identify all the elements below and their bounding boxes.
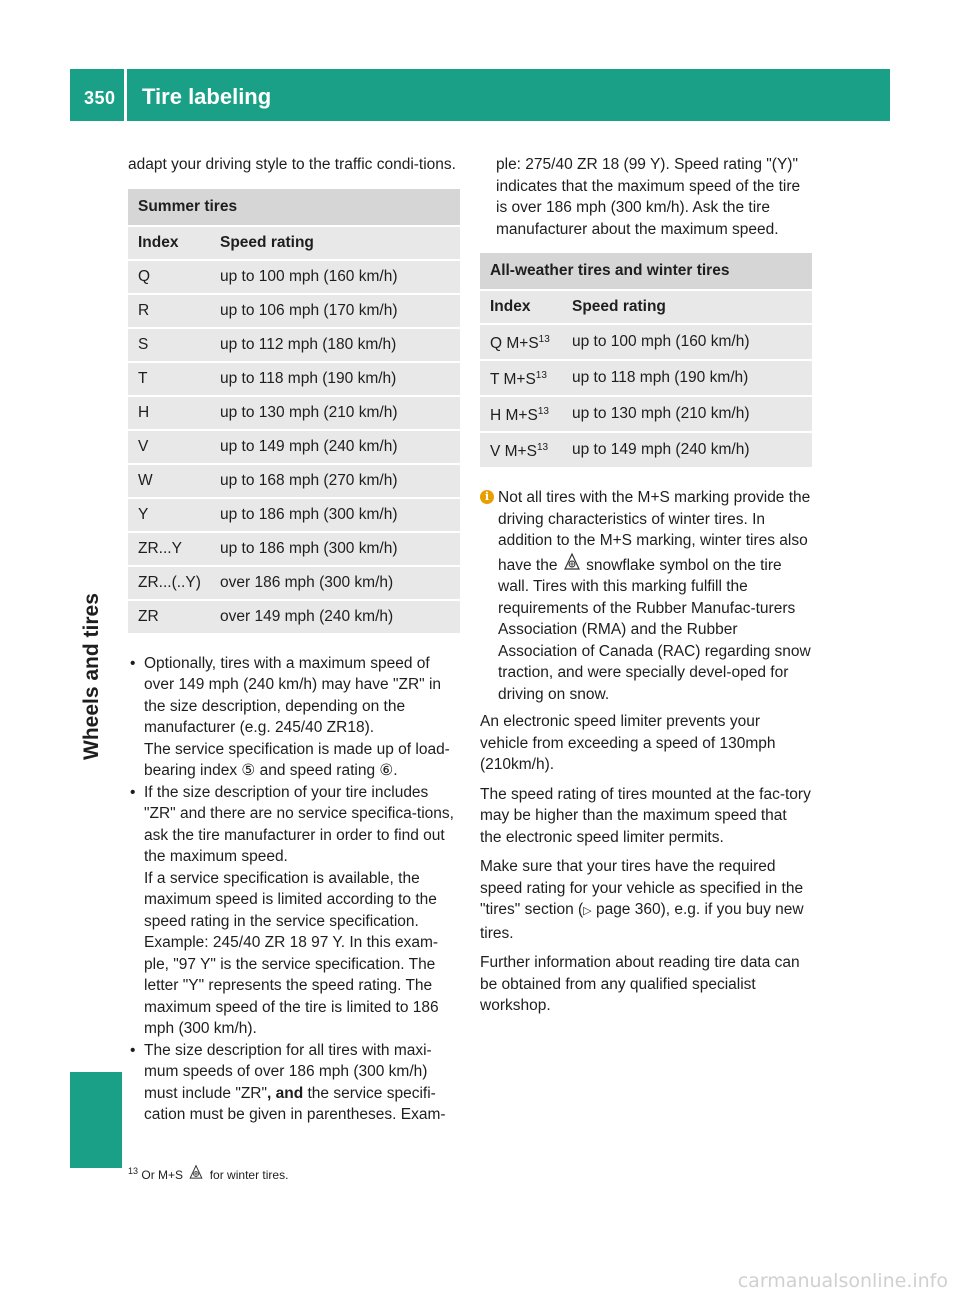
table-row [480,397,812,433]
rating-cell: up to 100 mph (160 km/h) [210,261,460,295]
text-span: page 360), e.g. if you buy new tires. [480,901,804,942]
table-row [128,601,460,635]
table-row [128,533,460,567]
rating-cell: up to 118 mph (190 km/h) [562,361,812,397]
bullet-text: • Optionally, tires with a maximum speed of over 149 mph (240 km/h) may have "ZR" in the size description, depending on the manufacturer (e.g. 245/40 ZR18). [144,654,442,736]
bold-text: , and [267,1084,304,1102]
footnote [128,1164,288,1183]
column-header-speed-rating: Speed rating [210,227,460,261]
text-span: and speed rating [255,762,380,779]
table-row [480,361,812,397]
list-item [128,653,460,782]
rating-cell: over 186 mph (300 km/h) [210,567,460,601]
paragraph: Further information about reading tire data can be obtained from any qualified specialist workshop. [480,954,800,1014]
side-tab-marker [70,1072,122,1168]
index-cell: ZR...Y [128,533,210,567]
snowflake-mountain-icon [562,552,582,577]
index-cell: W [128,465,210,499]
paragraph: The speed rating of tires mounted at the fac-tory may be higher than the maximum speed that the electronic speed limiter permits. [480,785,811,846]
text-span: the service specifi-cation must be given in parentheses. Exam- [144,1084,446,1123]
table-row [480,325,812,361]
index-cell [480,433,562,469]
footnote-ref: 13 [536,442,549,454]
footnote-text: Or M+S [141,1168,184,1182]
text-span: The size description for all tires with maxi-mum speeds of over 186 mph (300 km/h) must include "ZR" [144,1041,432,1102]
index-cell: H [128,397,210,431]
table-row [128,431,460,465]
right-column [480,154,812,1025]
header-divider [124,69,127,121]
text-span: . [393,762,398,779]
rating-cell: up to 168 mph (270 km/h) [210,465,460,499]
table-row [128,397,460,431]
rating-cell: up to 186 mph (300 km/h) [210,533,460,567]
rating-cell: up to 112 mph (180 km/h) [210,329,460,363]
table-row [128,567,460,601]
rating-cell: up to 130 mph (210 km/h) [210,397,460,431]
rating-cell: up to 100 mph (160 km/h) [562,325,812,361]
column-header-index: Index [128,227,210,261]
summer-tires-table [128,189,460,635]
index-text: V M+S [490,443,537,461]
side-tab-label: Wheels and tires [80,593,103,760]
bullet-text: If a service specification is available, the maximum speed is limited according to the speed rating in the service specification. [144,869,437,930]
page-ref-arrow-icon: ▷ [583,905,592,917]
index-cell: Y [128,499,210,533]
marker-6: ⑥ [379,762,394,779]
text-span: The service specification is made up of load-bearing index [144,740,450,779]
index-text: T M+S [490,371,536,389]
index-text: H M+S [490,407,538,425]
rating-cell: up to 106 mph (170 km/h) [210,295,460,329]
bullet-text: • If the size description of your tire includes "ZR" and there are no service specifica-tions, ask the tire manufacturer in order to find out the maximum speed. [144,783,454,865]
index-cell [480,397,562,433]
rating-cell: up to 149 mph (240 km/h) [210,431,460,465]
column-header-speed-rating: Speed rating [562,291,812,325]
index-cell: R [128,295,210,329]
rating-cell: up to 130 mph (210 km/h) [562,397,812,433]
bullet-list [128,653,460,1126]
footnote-ref: 13 [535,370,547,382]
page-number: 350 [84,88,116,108]
index-cell: ZR...(..Y) [128,567,210,601]
footnote-ref: 13 [537,406,549,418]
info-note [480,487,812,705]
table-row [480,433,812,469]
info-icon: i [480,490,494,504]
text-span: Make sure that your tires have the required speed rating for your vehicle as specified in the "tires" section ( [480,858,804,918]
intro-text: adapt your driving style to the traffic condi-tions. [128,156,456,173]
info-text: Not all tires with the M+S marking provide the driving characteristics of winter tires. In addition to the M+S marking, winter tires also have the [498,489,811,574]
table-row [128,363,460,397]
rating-cell: up to 149 mph (240 km/h) [562,433,812,469]
rating-cell: over 149 mph (240 km/h) [210,601,460,635]
table-row [128,329,460,363]
index-cell: T [128,363,210,397]
list-item [128,782,460,1040]
index-cell: S [128,329,210,363]
index-cell: Q [128,261,210,295]
table-row [128,261,460,295]
continuation-text: ple: 275/40 ZR 18 (99 Y). Speed rating "(Y)" indicates that the maximum speed of the tire is over 186 mph (300 km/h). Ask the tire manufacturer about the maximum speed. [496,156,801,238]
footnote-number: 13 [128,1166,139,1176]
left-column [128,154,460,1126]
watermark: carmanualsonline.info [737,1270,948,1292]
column-header-index: Index [480,291,562,325]
snowflake-mountain-icon [186,1164,206,1183]
rating-cell: up to 186 mph (300 km/h) [210,499,460,533]
paragraph [480,856,812,944]
paragraph: An electronic speed limiter prevents your vehicle from exceeding a speed of 130mph (210km/h). [480,713,776,773]
table-row [128,465,460,499]
bullet-text [144,739,460,782]
winter-tires-table [480,253,812,469]
bullet-text: Example: 245/40 ZR 18 97 Y. In this exam-ple, "97 Y" is the service specification. The letter "Y" represents the speed rating. The maximum speed of the tire is limited to 186 mph (300 km/h). [144,934,439,1037]
index-text: Q M+S [490,335,539,353]
table-title: Summer tires [128,189,460,227]
table-row [128,499,460,533]
list-item [128,1040,460,1126]
footnote-text: for winter tires. [209,1168,289,1182]
table-title: All-weather tires and winter tires [480,253,812,291]
page-title: Tire labeling [142,84,272,109]
bullet-text [144,1040,460,1126]
footnote-ref: 13 [538,334,550,346]
index-cell: ZR [128,601,210,635]
table-row [128,295,460,329]
rating-cell: up to 118 mph (190 km/h) [210,363,460,397]
index-cell [480,325,562,361]
marker-5: ⑤ [241,762,256,779]
info-text: snowflake symbol on the tire wall. Tires with this marking fulfill the requirements of the Rubber Manufac-turers Association (RMA) and the Rubber Association of Canada (RAC) regarding snow traction, and were specially devel-oped for driving on snow. [498,556,811,703]
index-cell: V [128,431,210,465]
index-cell [480,361,562,397]
